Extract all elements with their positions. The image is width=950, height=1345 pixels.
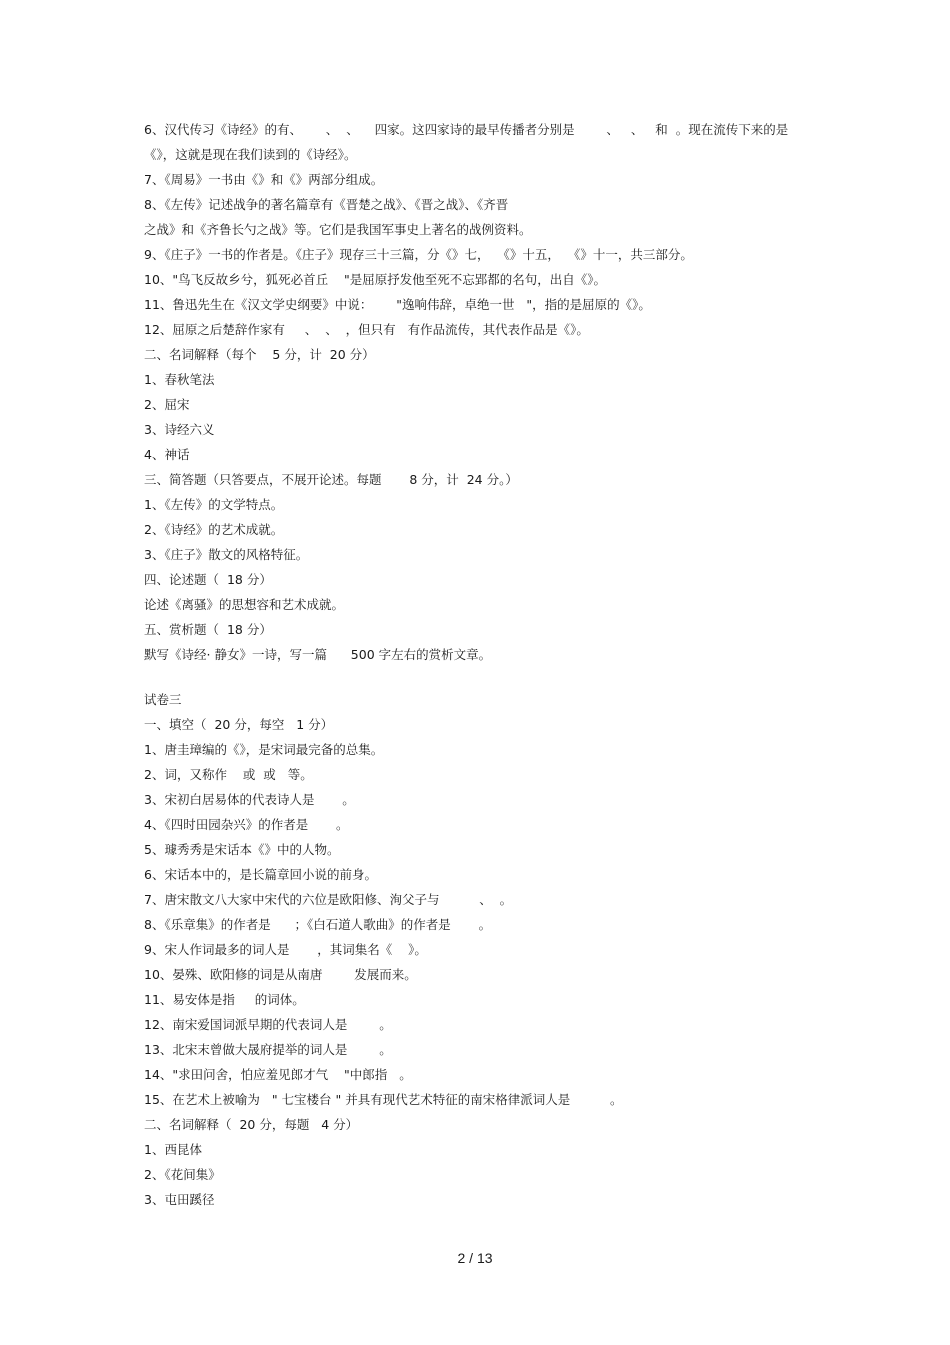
text-line: 2、屈宋 (144, 397, 190, 412)
text-line: 10、"鸟飞反故乡兮，狐死必首丘 "是屈原抒发他至死不忘郢都的名句，出自《》。 (144, 272, 607, 287)
text-line: 3、诗经六义 (144, 422, 215, 437)
text-line: 默写《诗经· 静女》一诗，写一篇 500 字左右的赏析文章。 (144, 647, 492, 662)
text-line: 12、南宋爱国词派早期的代表词人是 。 (144, 1017, 392, 1032)
text-line: 13、北宋末曾做大晟府提举的词人是 。 (144, 1042, 392, 1057)
text-line: 8、《乐章集》的作者是 ；《白石道人歌曲》的作者是 。 (144, 917, 492, 932)
text-line: 五、赏析题（ 18 分） (144, 622, 272, 637)
text-line: 8、《左传》记述战争的著名篇章有《晋楚之战》、《晋之战》、《齐晋 (144, 197, 509, 212)
page-number: 2 / 13 (457, 1250, 493, 1266)
text-line: 三、简答题（只答要点，不展开论述。每题 8 分，计 24 分。） (144, 472, 518, 487)
text-line: 6、宋话本中的，是长篇章回小说的前身。 (144, 867, 377, 882)
text-line: 二、名词解释（每个 5 分，计 20 分） (144, 347, 375, 362)
text-line: 14、"求田问舍，怕应羞见郎才气 "中郎指 。 (144, 1067, 412, 1082)
section-exam-two-continued (144, 117, 814, 667)
text-line: 7、唐宋散文八大家中宋代的六位是欧阳修、洵父子与 、 。 (144, 892, 513, 907)
text-line: 12、屈原之后楚辞作家有 、 、 ，但只有 有作品流传，其代表作品是《》。 (144, 322, 589, 337)
text-line: 15、在艺术上被喻为 " 七宝楼台 " 并具有现代艺术特征的南宋格律派词人是 。 (144, 1092, 623, 1107)
text-line: 《》，这就是现在我们读到的《诗经》。 (144, 147, 357, 162)
section-spacer (144, 667, 814, 687)
text-line: 3、屯田蹊径 (144, 1192, 215, 1207)
text-line: 9、《庄子》一书的作者是。《庄子》现存三十三篇，分《》七， 《》十五， 《》十一，共三部分。 (144, 247, 693, 262)
page-content (144, 117, 814, 1212)
text-line: 2、词，又称作 或 或 等。 (144, 767, 313, 782)
text-line: 4、神话 (144, 447, 190, 462)
text-line: 二、名词解释（ 20 分，每题 4 分） (144, 1117, 359, 1132)
text-line: 11、鲁迅先生在《汉文学史纲要》中说： "逸响伟辞，卓绝一世 "，指的是屈原的《》。 (144, 297, 651, 312)
text-line: 论述《离骚》的思想容和艺术成就。 (144, 597, 345, 612)
text-line: 4、《四时田园杂兴》的作者是 。 (144, 817, 349, 832)
text-line: 1、春秋笔法 (144, 372, 215, 387)
section-exam-three (144, 687, 814, 1212)
text-line: 试卷三 (144, 692, 182, 707)
text-line: 四、论述题（ 18 分） (144, 572, 272, 587)
text-line: 1、唐圭璋编的《》，是宋词最完备的总集。 (144, 742, 384, 757)
text-line: 5、璩秀秀是宋话本《》中的人物。 (144, 842, 340, 857)
text-line: 10、晏殊、欧阳修的词是从南唐 发展而来。 (144, 967, 417, 982)
text-line: 9、宋人作词最多的词人是 ，其词集名《 》。 (144, 942, 427, 957)
text-line: 之战》和《齐鲁长勺之战》等。它们是我国军事史上著名的战例资料。 (144, 222, 532, 237)
text-line: 3、《庄子》散文的风格特征。 (144, 547, 309, 562)
text-line: 6、汉代传习《诗经》的有、 、 、 四家。这四家诗的最早传播者分别是 、 、 和 。现在流传下来的是 (144, 122, 789, 137)
text-line: 一、填空（ 20 分，每空 1 分） (144, 717, 334, 732)
text-line: 2、《诗经》的艺术成就。 (144, 522, 284, 537)
text-line: 2、《花间集》 (144, 1167, 221, 1182)
text-line: 11、易安体是指 的词体。 (144, 992, 305, 1007)
text-line: 7、《周易》一书由《》和《》两部分组成。 (144, 172, 384, 187)
text-line: 1、西昆体 (144, 1142, 202, 1157)
text-line: 1、《左传》的文学特点。 (144, 497, 284, 512)
text-line: 3、宋初白居易体的代表诗人是 。 (144, 792, 355, 807)
